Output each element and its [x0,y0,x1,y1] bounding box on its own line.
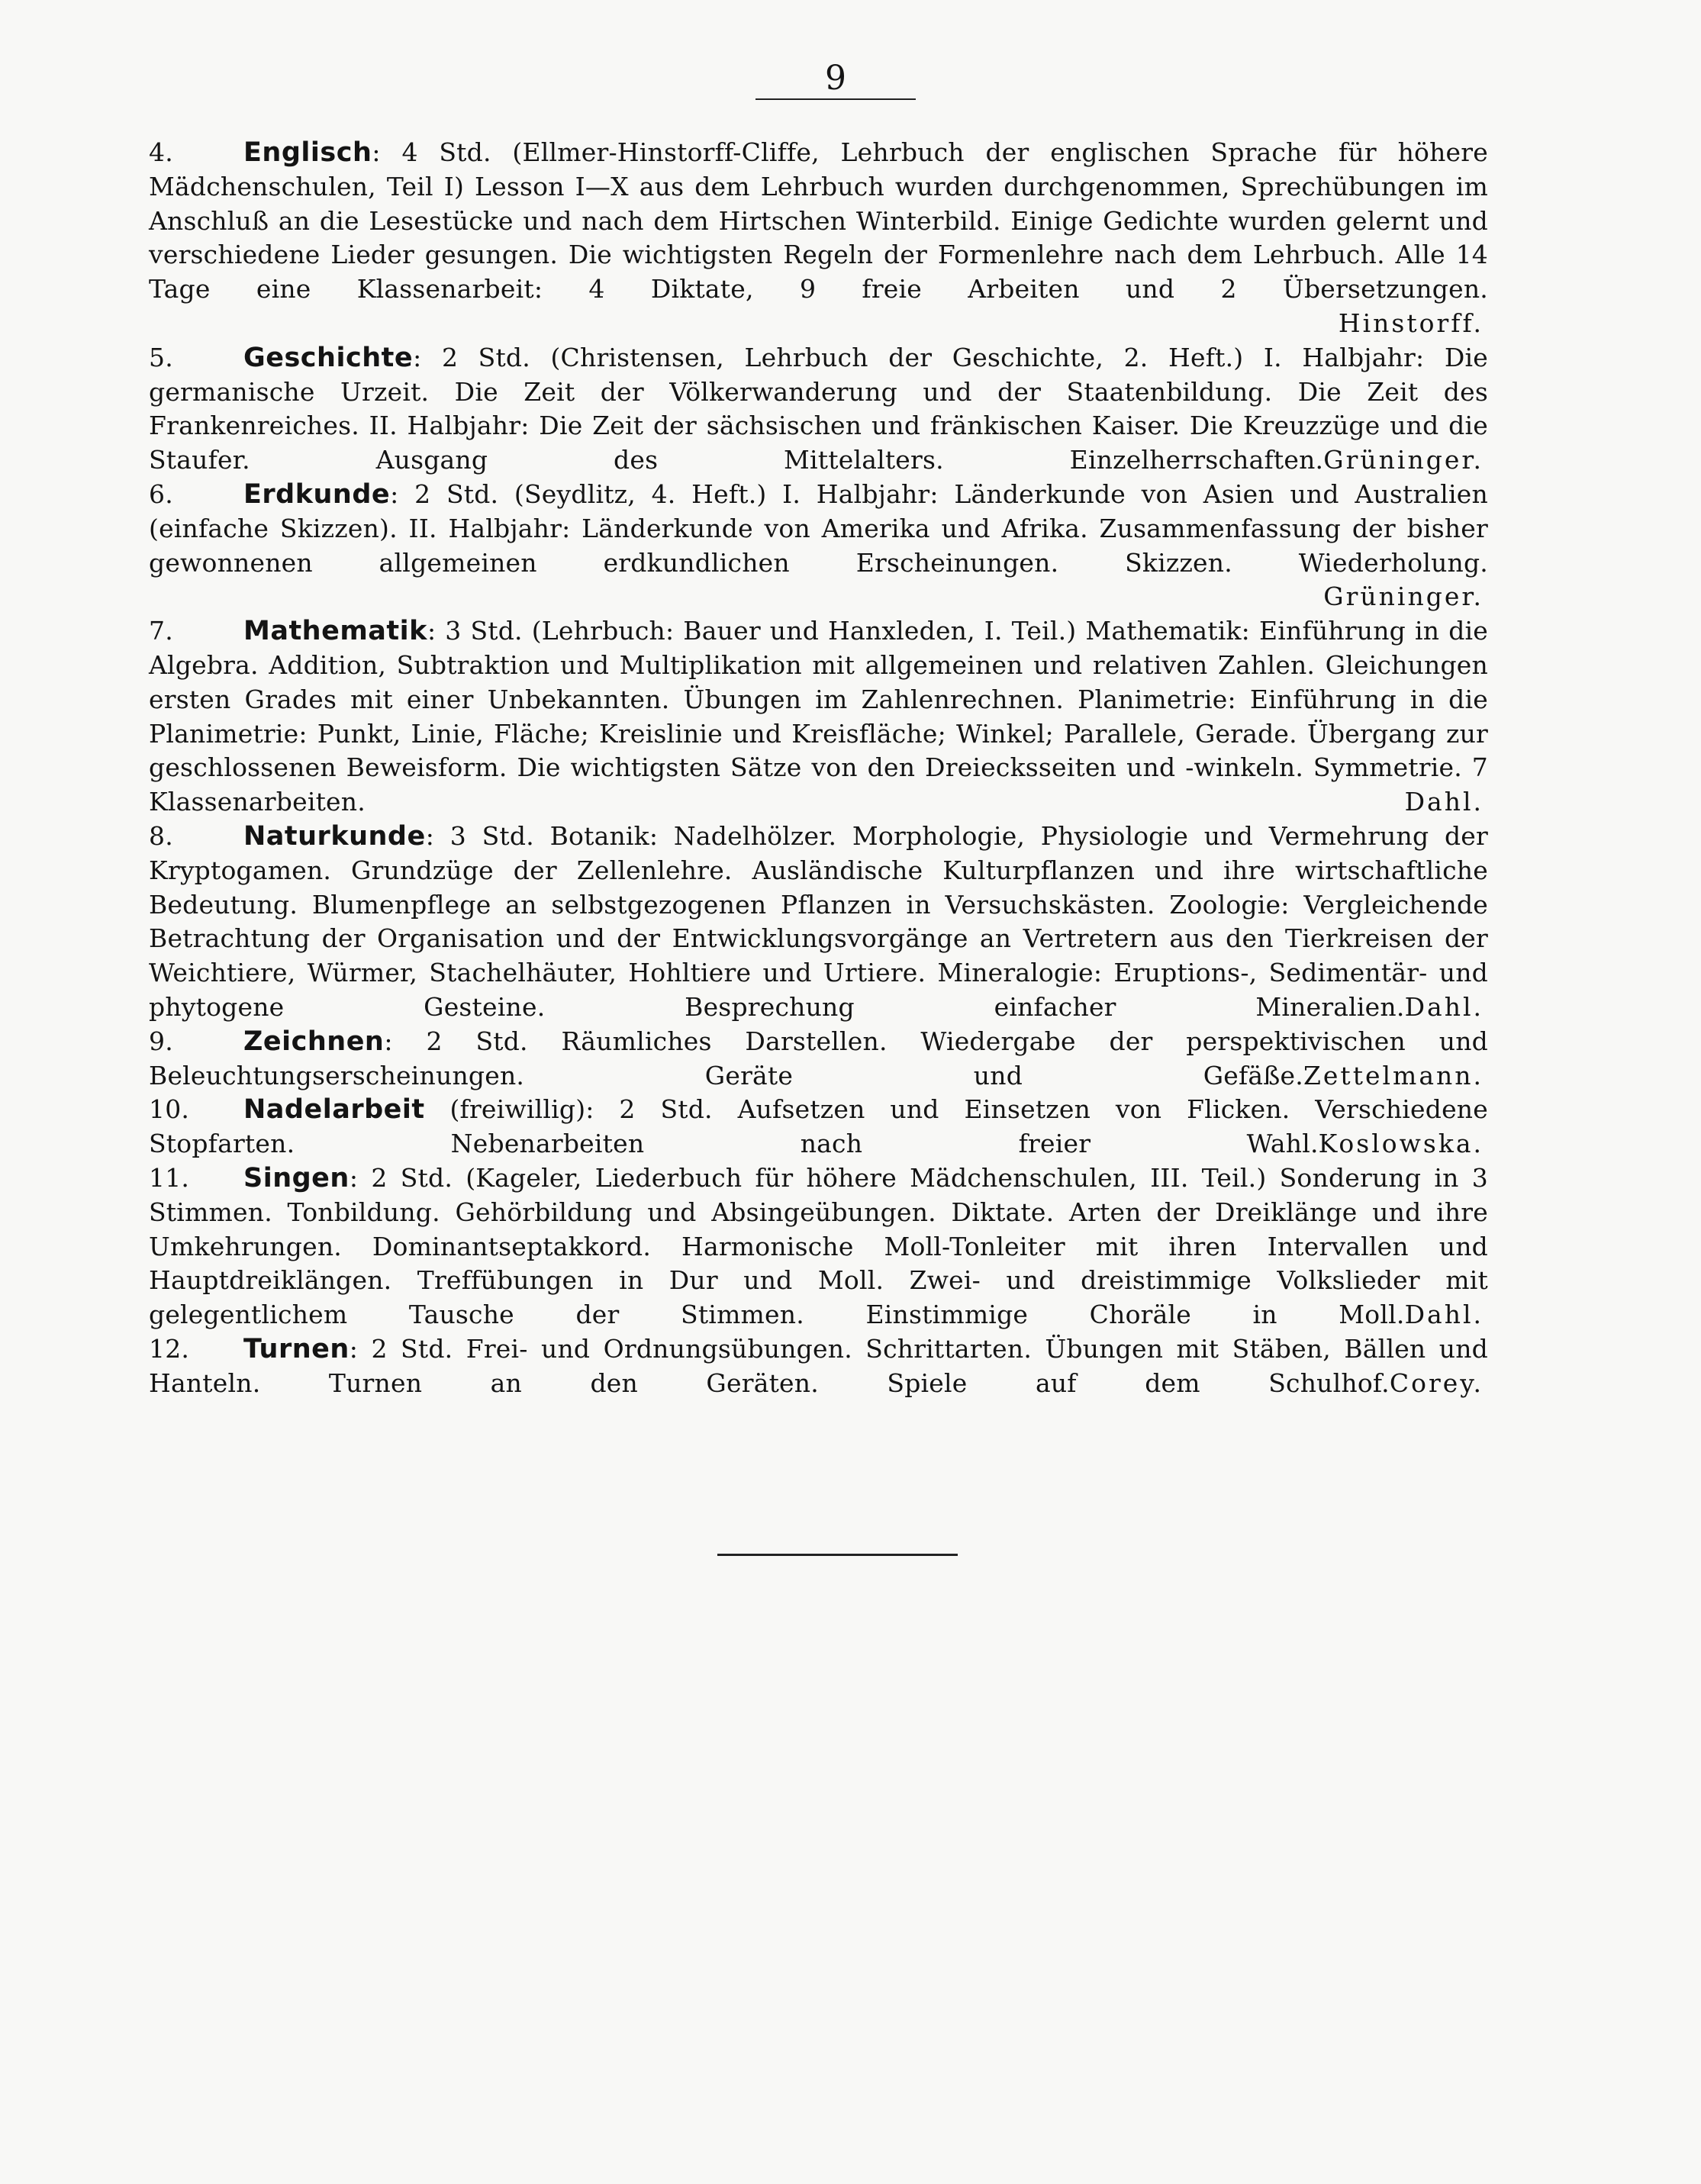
section-teacher: Dahl. [1404,991,1484,1022]
section-subject: Englisch [243,137,372,168]
section-body: 2 Std. Frei- und Ordnungsübungen. Schrittarten. Übungen mit Stäben, Bällen und Hanteln. Turnen an den Geräten. Spiele auf dem Schulhof. [149,1333,1488,1398]
section-turnen: 12. Turnen: 2 Std. Frei- und Ordnungsübungen. Schrittarten. Übungen mit Stäben, Bällen und Hanteln. Turnen an den Geräten. Spiele auf dem Schulhof. Corey. [149,1332,1488,1401]
section-erdkunde: 6. Erdkunde: 2 Std. (Seydlitz, 4. Heft.) I. Halbjahr: Länderkunde von Asien und Australien (einfache Skizzen). II. Halbjahr: Länderkunde von Amerika und Afrika. Zusammenfassung der bisher gewonnenen allgemeinen erdkundlichen Erscheinungen. Skizzen. Wiederholung. Grüninger. [149,478,1488,614]
section-teacher: Hinstorff. [1338,308,1484,338]
section-teacher: Zettelmann. [1303,1060,1484,1090]
section-subject: Turnen [243,1333,350,1364]
curriculum-sections [149,136,1488,1400]
section-body: 2 Std. (Kageler, Liederbuch für höhere Mädchenschulen, III. Teil.) Sonderung in 3 Stimmen. Tonbildung. Gehörbildung und Absingeübungen. Diktate. Arten der Dreiklänge und ihre Umkehrungen. Dominantseptakkord. Harmonische Moll-Tonleiter mit ihren Intervallen und Hauptdreiklängen. Treffübungen in Dur und Moll. Zwei- und dreistimmige Volkslieder mit gelegentlichem Tausche der Stimmen. Einstimmige Choräle in Moll. [149,1162,1488,1330]
section-subject: Singen [243,1162,350,1193]
section-subject: Nadelarbeit [243,1094,425,1126]
section-number: 6. [149,478,173,509]
section-subject: Erdkunde [243,478,391,510]
section-body: 3 Std. (Lehrbuch: Bauer und Hanxleden, I. Teil.) Mathematik: Einführung in die Algebra. Addition, Subtraktion und Multiplikation mit allgemeinen und relativen Zahlen. Gleichungen ersten Grades mit einer Unbekannten. Übungen im Zahlenrechnen. Planimetrie: Einführung in die Planimetrie: Punkt, Linie, Fläche; Kreislinie und Kreisfläche; Winkel; Parallele, Gerade. Übergang zur geschlossenen Beweisform. Die wichtigsten Sätze von den Dreiecksseiten und -winkeln. Symmetrie. 7 Klassenarbeiten. [149,616,1489,817]
section-geschichte: 5. Geschichte: 2 Std. (Christensen, Lehrbuch der Geschichte, 2. Heft.) I. Halbjahr: Die germanische Urzeit. Die Zeit der Völkerwanderung und der Staatenbildung. Die Zeit des Frankenreiches. II. Halbjahr: Die Zeit der sächsischen und fränkischen Kaiser. Die Kreuzzüge und die Staufer. Ausgang des Mittelalters. Einzelherrschaften. Grüninger. [149,341,1488,478]
section-body: 2 Std. (Christensen, Lehrbuch der Geschichte, 2. Heft.) I. Halbjahr: Die germanische Urzeit. Die Zeit der Völkerwanderung und der Staatenbildung. Die Zeit des Frankenreiches. II. Halbjahr: Die Zeit der sächsischen und fränkischen Kaiser. Die Kreuzzüge und die Staufer. Ausgang des Mittelalters. Einzelherrschaften. [149,342,1488,475]
section-teacher: Corey. [1389,1367,1484,1398]
section-teacher: Dahl. [1404,1300,1484,1330]
section-teacher: Dahl. [1404,787,1484,817]
section-number: 5. [149,342,173,372]
section-number: 10. [149,1094,190,1125]
section-teacher: Grüninger. [1323,581,1484,612]
section-mathematik: 7. Mathematik: 3 Std. (Lehrbuch: Bauer und Hanxleden, I. Teil.) Mathematik: Einführung in die Algebra. Addition, Subtraktion und Multiplikation mit allgemeinen und relativen Zahlen. Gleichungen ersten Grades mit einer Unbekannten. Übungen im Zahlenrechnen. Planimetrie: Einführung in die Planimetrie: Punkt, Linie, Fläche; Kreislinie und Kreisfläche; Winkel; Parallele, Gerade. Übergang zur geschlossenen Beweisform. Die wichtigsten Sätze von den Dreiecksseiten und -winkeln. Symmetrie. 7 Klassenarbeiten. Dahl. [149,614,1488,820]
section-englisch: 4. Englisch: 4 Std. (Ellmer-Hinstorff-Cliffe, Lehrbuch der englischen Sprache für höhere Mädchenschulen, Teil I) Lesson I—X aus dem Lehrbuch wurden durchgenommen, Sprechübungen im Anschluß an die Lesestücke und nach dem Hirtschen Winterbild. Einige Gedichte wurden gelernt und verschiedene Lieder gesungen. Die wichtigsten Regeln der Formenlehre nach dem Lehrbuch. Alle 14 Tage eine Klassenarbeit: 4 Diktate, 9 freie Arbeiten und 2 Übersetzungen. Hinstorff. [149,136,1488,341]
section-nadelarbeit [149,1093,1488,1161]
section-teacher: Grüninger. [1323,445,1484,475]
section-number: 11. [149,1162,190,1193]
section-zeichnen: 9. Zeichnen: 2 Std. Räumliches Darstellen. Wiedergabe der perspektivischen und Beleuchtungserscheinungen. Geräte und Gefäße. Zettelmann. [149,1025,1488,1094]
section-singen: 11. Singen: 2 Std. (Kageler, Liederbuch für höhere Mädchenschulen, III. Teil.) Sonderung in 3 Stimmen. Tonbildung. Gehörbildung und Absingeübungen. Diktate. Arten der Dreiklänge und ihre Umkehrungen. Dominantseptakkord. Harmonische Moll-Tonleiter mit ihren Intervallen und Hauptdreiklängen. Treffübungen in Dur und Moll. Zwei- und dreistimmige Volkslieder mit gelegentlichem Tausche der Stimmen. Einstimmige Choräle in Moll. Dahl. [149,1161,1488,1332]
page-number: 9 [825,59,846,98]
section-subject: Zeichnen [243,1026,385,1057]
section-number: 4. [149,137,173,167]
section-naturkunde: 8. Naturkunde: 3 Std. Botanik: Nadelhölzer. Morphologie, Physiologie und Vermehrung der Kryptogamen. Grundzüge der Zellenlehre. Ausländische Kulturpflanzen und ihre wirtschaftliche Bedeutung. Blumenpflege an selbstgezogenen Pflanzen in Versuchskästen. Zoologie: Vergleichende Betrachtung der Organisation und der Entwicklungsvorgänge an Vertretern aus den Tierkreisen der Weichtiere, Würmer, Stachelhäuter, Hohltiere und Urtiere. Mineralogie: Eruptions-, Sedimentär- und phytogene Gesteine. Besprechung einfacher Mineralien. Dahl. [149,820,1488,1025]
section-body: (freiwillig): 2 Std. Aufsetzen und Einsetzen von Flicken. Verschiedene Stopfarten. Nebenarbeiten nach freier Wahl. [149,1094,1488,1159]
section-number: 8. [149,820,173,851]
section-number: 12. [149,1333,190,1364]
section-teacher: Koslowska. [1318,1129,1484,1159]
end-rule [717,1554,958,1556]
page-number-rule [755,98,916,100]
section-number: 9. [149,1026,173,1056]
section-number: 7. [149,616,173,646]
section-body: 3 Std. Botanik: Nadelhölzer. Morphologie, Physiologie und Vermehrung der Kryptogamen. Grundzüge der Zellenlehre. Ausländische Kulturpflanzen und ihre wirtschaftliche Bedeutung. Blumenpflege an selbstgezogenen Pflanzen in Versuchskästen. Zoologie: Vergleichende Betrachtung der Organisation und der Entwicklungsvorgänge an Vertretern aus den Tierkreisen der Weichtiere, Würmer, Stachelhäuter, Hohltiere und Urtiere. Mineralogie: Eruptions-, Sedimentär- und phytogene Gesteine. Besprechung einfacher Mineralien. [149,820,1488,1022]
section-subject: Mathematik [243,616,427,647]
section-body: 2 Std. Räumliches Darstellen. Wiedergabe der perspektivischen und Beleuchtungserscheinungen. Geräte und Gefäße. [149,1026,1488,1090]
section-body: 4 Std. (Ellmer-Hinstorff-Cliffe, Lehrbuch der englischen Sprache für höhere Mädchenschulen, Teil I) Lesson I—X aus dem Lehrbuch wurden durchgenommen, Sprechübungen im Anschluß an die Lesestücke und nach dem Hirtschen Winterbild. Einige Gedichte wurden gelernt und verschiedene Lieder gesungen. Die wichtigsten Regeln der Formenlehre nach dem Lehrbuch. Alle 14 Tage eine Klassenarbeit: 4 Diktate, 9 freie Arbeiten und 2 Übersetzungen. [149,137,1488,304]
section-subject: Geschichte [243,342,414,373]
section-body: 2 Std. (Seydlitz, 4. Heft.) I. Halbjahr: Länderkunde von Asien und Australien (einfache Skizzen). II. Halbjahr: Länderkunde von Amerika und Afrika. Zusammenfassung der bisher gewonnenen allgemeinen erdkundlichen Erscheinungen. Skizzen. Wiederholung. [149,478,1488,578]
section-subject: Naturkunde [243,820,426,852]
